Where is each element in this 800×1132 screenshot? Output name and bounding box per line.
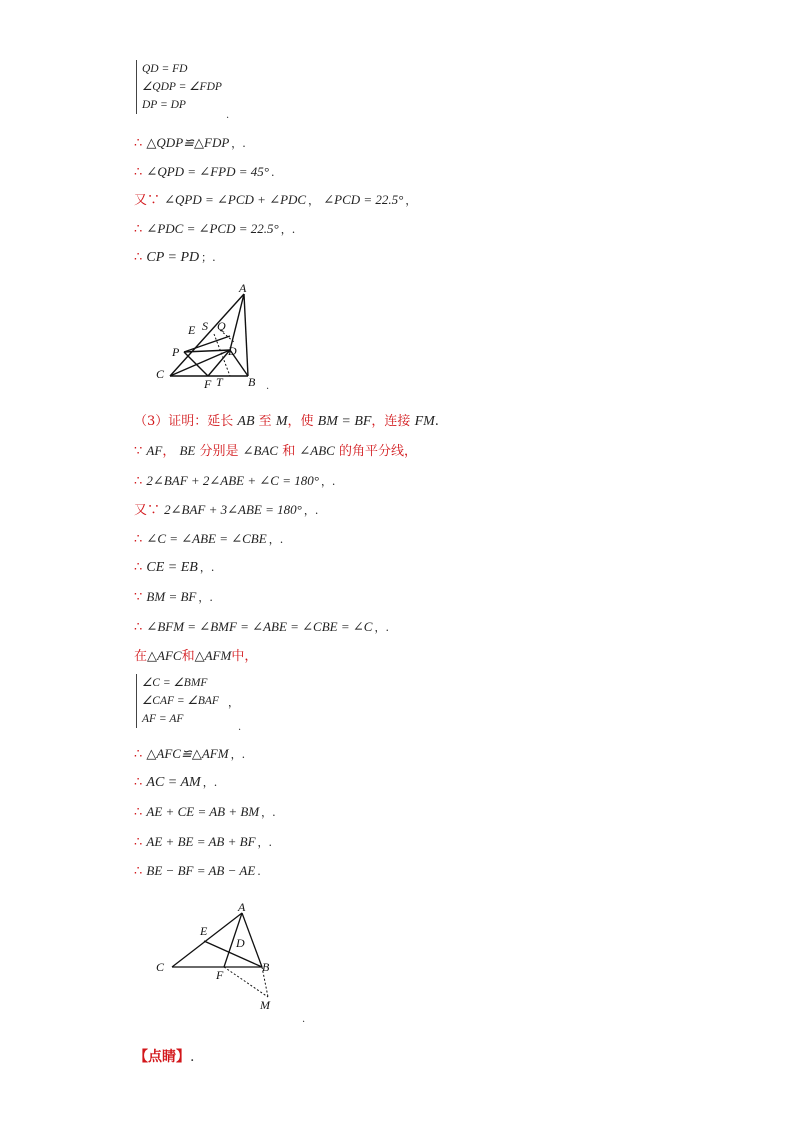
proof-tail: ，. <box>230 748 246 761</box>
figure1-label: A <box>239 281 247 295</box>
proof-line-5 <box>134 249 216 267</box>
system-1-row: ∠QDP = ∠FDP <box>142 81 222 93</box>
therefore-symbol: ∴ <box>134 165 143 180</box>
proof-text: 中， <box>231 649 258 664</box>
segment-fd <box>208 350 230 376</box>
therefore-symbol: ∴ <box>134 835 143 850</box>
proof-sep: ， <box>308 194 320 207</box>
proof-tail: . <box>257 865 261 878</box>
geometry-figure-2 <box>150 895 290 1020</box>
system-2-row: ∠C = ∠BMF <box>142 677 208 689</box>
proof-tail: ，. <box>199 561 215 574</box>
proof3-text: 至 <box>258 414 272 429</box>
proof-math: ∠BAC <box>242 443 279 458</box>
proof-tail: ，. <box>303 504 319 517</box>
proof-math: AC = AM <box>146 775 201 790</box>
proof-math: BM = BF <box>146 589 197 604</box>
proof-tail: ，. <box>202 776 218 789</box>
system-1-row: DP = DP <box>142 99 186 111</box>
therefore-symbol: ∴ <box>134 864 143 879</box>
proof-math: AB <box>237 414 255 429</box>
therefore-symbol: ∴ <box>134 250 143 265</box>
proof-sep: ， <box>162 444 176 459</box>
proof-tail: . <box>270 166 275 179</box>
figure2-label: A <box>238 900 246 914</box>
geometry-figure-1 <box>150 280 280 395</box>
proof-math: AF <box>146 443 163 458</box>
proof-math: △QDP≌△FDP <box>146 135 230 150</box>
proof-line-13 <box>134 647 257 666</box>
proof-math: FM <box>414 414 435 429</box>
stray-dot: . <box>226 110 230 121</box>
proof-line-10 <box>134 559 214 577</box>
key-point-word: 点睛 <box>148 1049 176 1065</box>
proof-line-6 <box>134 442 417 461</box>
proof-text: 和 <box>282 444 296 459</box>
key-point-heading <box>134 1046 194 1066</box>
proof-math: ∠BFM = ∠BMF = ∠ABE = ∠CBE = ∠C <box>146 619 373 634</box>
proof-line-12 <box>134 618 389 637</box>
equation-system-1 <box>136 60 222 114</box>
proof-line-8 <box>134 501 318 520</box>
proof-tail: ；. <box>201 251 216 264</box>
figure1-label: D <box>228 344 237 358</box>
proof-tail: ，. <box>268 533 284 546</box>
also-because-symbol: 又∵ <box>134 193 161 208</box>
proof-line-7 <box>134 472 335 491</box>
proof-line-9 <box>134 530 283 549</box>
figure1-label: E <box>188 323 196 337</box>
proof-line-2 <box>134 163 274 182</box>
system-1-row: QD = FD <box>142 63 188 75</box>
because-symbol: ∵ <box>134 590 143 605</box>
proof-math: 2∠BAF + 2∠ABE + ∠C = 180° <box>146 473 319 488</box>
proof-text: 在 <box>134 649 148 664</box>
proof-tail: . <box>190 1049 195 1065</box>
equation-system-2 <box>136 674 219 728</box>
system-2-row: ∠CAF = ∠BAF <box>142 695 219 707</box>
proof-tail: ，. <box>198 591 213 604</box>
figure1-label: C <box>156 367 165 381</box>
proof-math: BE − BF = AB − AE <box>146 863 256 878</box>
therefore-symbol: ∴ <box>134 805 143 820</box>
proof-math: CE = EB <box>146 560 198 575</box>
figure1-label: S <box>202 319 208 333</box>
proof-tail: ，. <box>374 621 389 634</box>
stray-dot: . <box>302 1014 306 1025</box>
figure1-label: P <box>172 345 180 359</box>
because-symbol: ∵ <box>134 444 143 459</box>
proof-line-16 <box>134 803 276 822</box>
proof-math: △AFC≌△AFM <box>146 746 229 761</box>
proof-math: AE + BE = AB + BF <box>146 834 256 849</box>
proof-text: 的角平分线， <box>339 444 418 459</box>
side-ca <box>170 294 244 376</box>
therefore-symbol: ∴ <box>134 532 143 547</box>
therefore-symbol: ∴ <box>134 560 143 575</box>
proof3-heading <box>134 413 439 431</box>
proof-math: ∠QPD = ∠FPD = 45° <box>146 164 269 179</box>
proof-math: BE <box>179 443 196 458</box>
proof-math: ∠PCD = 22.5° <box>323 192 404 207</box>
proof-math: BM = BF <box>317 414 372 429</box>
figure2-label: C <box>156 960 165 974</box>
figure2-label: D <box>236 936 245 950</box>
therefore-symbol: ∴ <box>134 136 143 151</box>
proof-math: CP = PD <box>146 250 200 265</box>
therefore-symbol: ∴ <box>134 474 143 489</box>
side-ab <box>244 294 248 376</box>
proof-text: 和 <box>181 649 195 664</box>
proof-math: △AFC <box>147 648 182 663</box>
figure1-label: B <box>248 375 256 389</box>
bracket-close: 】 <box>176 1049 190 1065</box>
figure2-label: M <box>260 998 270 1012</box>
proof-math: △AFM <box>194 648 232 663</box>
therefore-symbol: ∴ <box>134 775 143 790</box>
figure1-label: F <box>204 377 212 391</box>
proof-tail: ，. <box>320 475 336 488</box>
proof-math: ∠C = ∠ABE = ∠CBE <box>146 531 267 546</box>
therefore-symbol: ∴ <box>134 747 143 762</box>
proof-math: AE + CE = AB + BM <box>146 804 260 819</box>
proof-line-1 <box>134 134 246 153</box>
figure1-label: Q <box>217 319 226 333</box>
proof-math: M <box>275 414 288 429</box>
proof-tail: ，. <box>231 137 246 150</box>
stray-dot: . <box>266 381 270 392</box>
figure2-label: F <box>216 968 224 982</box>
proof-line-17 <box>134 833 272 852</box>
side-ca <box>172 913 242 967</box>
proof-line-11 <box>134 588 213 607</box>
system-2-row: AF = AF <box>142 713 184 725</box>
segment-pf <box>184 352 208 376</box>
proof-tail: ， <box>405 194 417 207</box>
proof-text: 分别是 <box>199 444 239 459</box>
proof-tail: ，. <box>261 806 276 819</box>
figure1-label: T <box>216 375 223 389</box>
proof-tail: . <box>434 414 439 429</box>
therefore-symbol: ∴ <box>134 222 143 237</box>
proof-line-18 <box>134 862 261 881</box>
proof-line-4 <box>134 220 295 239</box>
figure2-label: E <box>200 924 208 938</box>
bracket-open: 【 <box>134 1049 148 1065</box>
proof-line-15 <box>134 774 217 792</box>
proof-math: ∠PDC = ∠PCD = 22.5° <box>146 221 279 236</box>
proof-line-14 <box>134 745 245 764</box>
stray-dot: . <box>238 722 242 733</box>
proof3-intro: （3）证明：延长 <box>134 414 234 429</box>
therefore-symbol: ∴ <box>134 620 143 635</box>
proof-tail: ，. <box>257 836 273 849</box>
proof-tail: ， <box>228 696 239 709</box>
figure2-label: B <box>262 960 270 974</box>
proof-math: ∠QPD = ∠PCD + ∠PDC <box>164 192 307 207</box>
proof3-text: ，使 <box>287 414 314 429</box>
proof-math: ∠ABC <box>299 443 335 458</box>
proof-line-3 <box>134 191 416 210</box>
proof3-text: ，连接 <box>371 414 411 429</box>
proof-tail: ，. <box>280 223 296 236</box>
proof-math: 2∠BAF + 3∠ABE = 180° <box>164 502 302 517</box>
also-because-symbol: 又∵ <box>134 503 161 518</box>
